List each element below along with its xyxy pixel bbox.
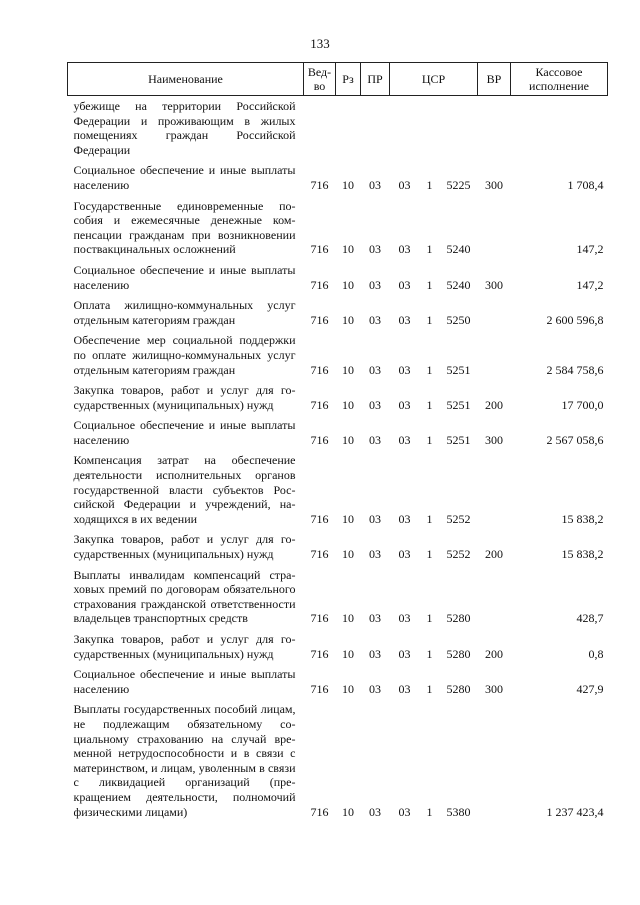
row-ved: 716 (310, 432, 329, 447)
row-csr-a: 03 (398, 432, 411, 447)
row-csr-b: 1 (426, 804, 433, 819)
row-rz: 10 (342, 432, 354, 447)
row-sum: 147,2 (576, 277, 604, 292)
row-vr: 200 (485, 547, 503, 562)
row-rz: 10 (342, 547, 354, 562)
row-csr-c: 5225 (446, 177, 471, 192)
row-vr: 300 (485, 277, 503, 292)
row-name: Обеспечение мер социальной поддержки по оплате жилищно-коммунальных услуг отдельным категориям граждан (73, 333, 296, 377)
row-vr: 200 (485, 646, 503, 661)
row-sum: 2 584 758,6 (546, 362, 604, 377)
row-sum: 428,7 (576, 611, 604, 626)
row-csr-a: 03 (398, 242, 411, 257)
row-csr-c: 5280 (446, 611, 471, 626)
row-csr-a: 03 (398, 362, 411, 377)
row-vr: 200 (485, 397, 503, 412)
row-name: Закупка товаров, работ и услуг для государственных (муниципальных) нужд (73, 632, 296, 661)
row-csr-a: 03 (398, 312, 411, 327)
row-csr-c: 5251 (446, 397, 471, 412)
table-row (68, 664, 608, 699)
row-csr-a: 03 (398, 804, 411, 819)
row-vr: 300 (485, 177, 503, 192)
table-row (68, 529, 608, 564)
row-sum: 15 838,2 (561, 547, 604, 562)
row-ved: 716 (310, 177, 329, 192)
row-rz: 10 (342, 611, 354, 626)
table-row (68, 415, 608, 450)
row-csr-b: 1 (426, 177, 433, 192)
row-sum (511, 96, 608, 161)
row-sum: 427,9 (576, 681, 604, 696)
row-pr: 03 (369, 547, 381, 562)
row-ved: 716 (310, 804, 329, 819)
row-pr (361, 96, 390, 161)
row-name: Выплаты государственных пособий лицам, не подлежащим обязательному социальному страхованию на случай временной нетрудоспособности и в связи с материнством, и лицам, уволенным в связи с ликвидацией организаций (прекращением деятельности, полномочий физическими лицами) (73, 702, 296, 819)
row-pr: 03 (369, 277, 381, 292)
header-sum: Кассовое исполнение (511, 63, 608, 96)
table-row (68, 295, 608, 330)
row-ved: 716 (310, 681, 329, 696)
row-rz: 10 (342, 177, 354, 192)
row-pr: 03 (369, 397, 381, 412)
table-row (68, 196, 608, 260)
table-row (68, 629, 608, 664)
row-pr: 03 (369, 511, 381, 526)
row-rz: 10 (342, 397, 354, 412)
row-csr-a: 03 (398, 547, 411, 562)
row-csr-a: 03 (398, 277, 411, 292)
header-vr: ВР (478, 63, 511, 96)
row-name: убежище на территории Российской Федерации и проживающим в жилых помещениях граждан Российской Федерации (73, 99, 296, 157)
row-csr-b: 1 (426, 547, 433, 562)
row-sum: 2 600 596,8 (546, 312, 604, 327)
row-sum: 1 708,4 (567, 177, 604, 192)
row-name: Государственные единовременные пособия и ежемесячные денежные компенсации гражданам при возникновении поствакцинальных осложнений (73, 198, 296, 257)
header-name: Наименование (68, 63, 304, 96)
row-vr (478, 196, 511, 260)
row-sum: 17 700,0 (561, 397, 604, 412)
row-name: Компенсация затрат на обеспечение деятельности исполнительных органов государственной власти субъектов Российской Федерации и учреждений, находящихся в их ведении (73, 453, 296, 526)
row-csr-b (420, 96, 440, 161)
table-row (68, 160, 608, 195)
header-csr: ЦСР (390, 63, 478, 96)
row-csr-b: 1 (426, 611, 433, 626)
row-vr (478, 699, 511, 822)
row-vr (478, 450, 511, 529)
row-rz: 10 (342, 681, 354, 696)
page-number: 133 (310, 36, 330, 51)
table-row (68, 330, 608, 380)
row-rz: 10 (342, 277, 354, 292)
table-row (68, 699, 608, 822)
row-vr (478, 330, 511, 380)
row-rz: 10 (342, 511, 354, 526)
row-ved: 716 (310, 242, 329, 257)
row-name: Социальное обеспечение и иные выплаты населению (73, 262, 296, 292)
row-ved: 716 (310, 646, 329, 661)
row-vr (478, 295, 511, 330)
row-rz: 10 (342, 312, 354, 327)
row-ved: 716 (310, 547, 329, 562)
row-csr-b: 1 (426, 432, 433, 447)
row-csr-c: 5251 (446, 432, 471, 447)
row-name: Социальное обеспечение и иные выплаты населению (73, 163, 296, 192)
row-csr-b: 1 (426, 242, 433, 257)
row-pr: 03 (369, 611, 381, 626)
row-csr-c: 5380 (446, 804, 471, 819)
row-csr-c: 5240 (446, 242, 471, 257)
row-rz: 10 (342, 362, 354, 377)
table-row (68, 380, 608, 415)
table-header-row (68, 63, 608, 96)
row-ved: 716 (310, 611, 329, 626)
table-row (68, 565, 608, 629)
row-ved: 716 (310, 511, 329, 526)
budget-table (67, 62, 608, 822)
row-csr-c: 5252 (446, 547, 471, 562)
row-pr: 03 (369, 646, 381, 661)
row-pr: 03 (369, 242, 381, 257)
row-pr: 03 (369, 312, 381, 327)
row-sum: 0,8 (588, 646, 604, 661)
header-rz: Рз (336, 63, 361, 96)
row-csr-a: 03 (398, 681, 411, 696)
row-csr-a: 03 (398, 646, 411, 661)
row-csr-c (440, 96, 478, 161)
row-csr-b: 1 (426, 397, 433, 412)
row-name: Выплаты инвалидам компенсаций страховых премий по договорам обязательного страхования гражданской ответственности владельцев транспортных средств (73, 567, 296, 626)
row-name: Закупка товаров, работ и услуг для государственных (муниципальных) нужд (73, 532, 296, 562)
row-pr: 03 (369, 681, 381, 696)
row-sum: 147,2 (576, 242, 604, 257)
row-csr-b: 1 (426, 312, 433, 327)
row-ved: 716 (310, 277, 329, 292)
row-csr-b: 1 (426, 362, 433, 377)
row-csr-c: 5240 (446, 277, 471, 292)
row-vr (478, 565, 511, 629)
row-name: Закупка товаров, работ и услуг для государственных (муниципальных) нужд (73, 383, 296, 412)
row-vr: 300 (485, 432, 503, 447)
row-csr-c: 5280 (446, 646, 471, 661)
row-vr (478, 96, 511, 161)
row-name: Социальное обеспечение и иные выплаты населению (73, 418, 296, 447)
row-rz (336, 96, 361, 161)
row-ved (304, 96, 336, 161)
row-csr-b: 1 (426, 646, 433, 661)
row-csr-a: 03 (398, 611, 411, 626)
row-rz: 10 (342, 804, 354, 819)
row-csr-a: 03 (398, 177, 411, 192)
row-csr-c: 5251 (446, 362, 471, 377)
row-csr-a (390, 96, 420, 161)
table-row (68, 450, 608, 529)
row-ved: 716 (310, 397, 329, 412)
row-csr-c: 5250 (446, 312, 471, 327)
row-sum: 15 838,2 (561, 511, 604, 526)
row-sum: 2 567 058,6 (546, 432, 604, 447)
row-csr-a: 03 (398, 397, 411, 412)
row-ved: 716 (310, 362, 329, 377)
table-body (68, 96, 608, 823)
row-vr: 300 (485, 681, 503, 696)
row-csr-b: 1 (426, 511, 433, 526)
row-name: Оплата жилищно-коммунальных услуг отдельным категориям граждан (73, 298, 296, 327)
row-csr-a: 03 (398, 511, 411, 526)
row-rz: 10 (342, 646, 354, 661)
table-row (68, 260, 608, 295)
row-pr: 03 (369, 177, 381, 192)
row-csr-b: 1 (426, 681, 433, 696)
row-ved: 716 (310, 312, 329, 327)
header-pr: ПР (361, 63, 390, 96)
row-csr-c: 5252 (446, 511, 471, 526)
row-csr-b: 1 (426, 277, 433, 292)
row-rz: 10 (342, 242, 354, 257)
row-csr-c: 5280 (446, 681, 471, 696)
row-pr: 03 (369, 804, 381, 819)
row-pr: 03 (369, 362, 381, 377)
table-row (68, 96, 608, 161)
row-name: Социальное обеспечение и иные выплаты населению (73, 667, 296, 696)
row-sum: 1 237 423,4 (546, 804, 604, 819)
header-ved: Вед- во (304, 63, 336, 96)
row-pr: 03 (369, 432, 381, 447)
